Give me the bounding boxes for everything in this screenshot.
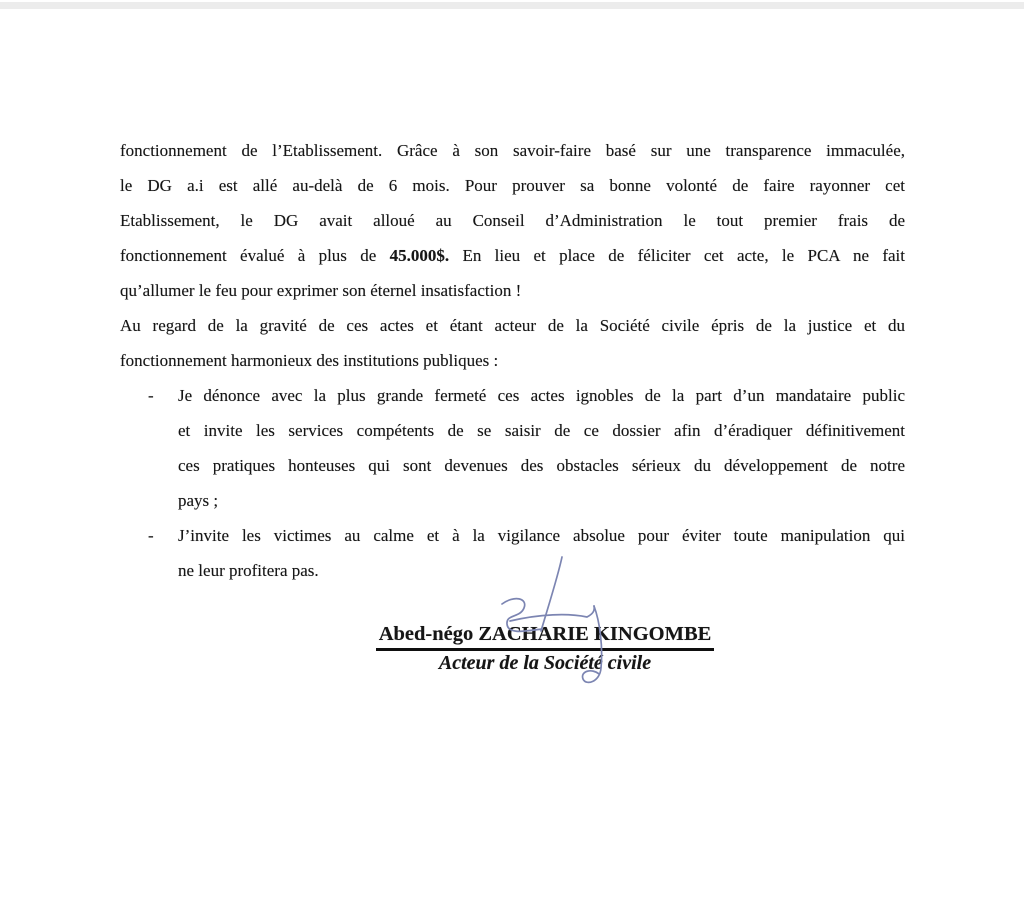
- letter-text: J’invite les victimes au calme et à la vigilance absolue pour éviter toute manipulation qui: [178, 526, 905, 545]
- letter-text: Etablissement, le DG avait alloué au Conseil d’Administration le tout premier frais de: [120, 211, 905, 230]
- letter-text: Je dénonce avec la plus grande fermeté ces actes ignobles de la part d’un mandataire public: [178, 386, 905, 405]
- letter-line: [120, 343, 905, 378]
- letter-line: [120, 448, 905, 483]
- letter-line: [120, 378, 905, 413]
- letter-text: pays ;: [178, 491, 219, 510]
- signatory-title: Acteur de la Société civile: [438, 652, 652, 674]
- letter-line: [120, 518, 905, 553]
- letter-line: [120, 273, 905, 308]
- letter-line: [120, 133, 905, 168]
- letter-text: le DG a.i est allé au-delà de 6 mois. Pour prouver sa bonne volonté de faire rayonner cet: [120, 176, 905, 195]
- scan-top-edge: [0, 2, 1024, 9]
- letter-line: [120, 308, 905, 343]
- letter-text: ces pratiques honteuses qui sont devenues des obstacles sérieux du développement de notre: [178, 456, 905, 475]
- letter-text: fonctionnement de l’Etablissement. Grâce à son savoir-faire basé sur une transparence immaculée,: [120, 141, 905, 160]
- letter-text: fonctionnement harmonieux des institutions publiques :: [120, 351, 499, 370]
- letter-text: qu’allumer le feu pour exprimer son éternel insatisfaction !: [120, 281, 522, 300]
- letter-text: et invite les services compétents de se saisir de ce dossier afin d’éradiquer définitivement: [178, 421, 905, 440]
- letter-line: [120, 203, 905, 238]
- letter-line: [120, 168, 905, 203]
- amount-bold-text: 45.000$.: [389, 246, 450, 265]
- signature-block: [304, 621, 786, 674]
- letter-text: En lieu et place de féliciter cet acte, le PCA ne fait: [449, 246, 905, 265]
- letter-line: [120, 413, 905, 448]
- bullet-dash: -: [148, 386, 154, 405]
- letter-text: Au regard de la gravité de ces actes et étant acteur de la Société civile épris de la justice et du: [120, 316, 905, 335]
- letter-text: fonctionnement évalué à plus de: [120, 246, 390, 265]
- signatory-name: Abed-négo ZACHARIE KINGOMBE: [376, 621, 715, 651]
- letter-body: [120, 133, 905, 588]
- bullet-dash: -: [148, 526, 154, 545]
- letter-line: [120, 483, 905, 518]
- letter-text: ne leur profitera pas.: [178, 561, 319, 580]
- letter-line: [120, 238, 905, 273]
- letter-line: [120, 553, 905, 588]
